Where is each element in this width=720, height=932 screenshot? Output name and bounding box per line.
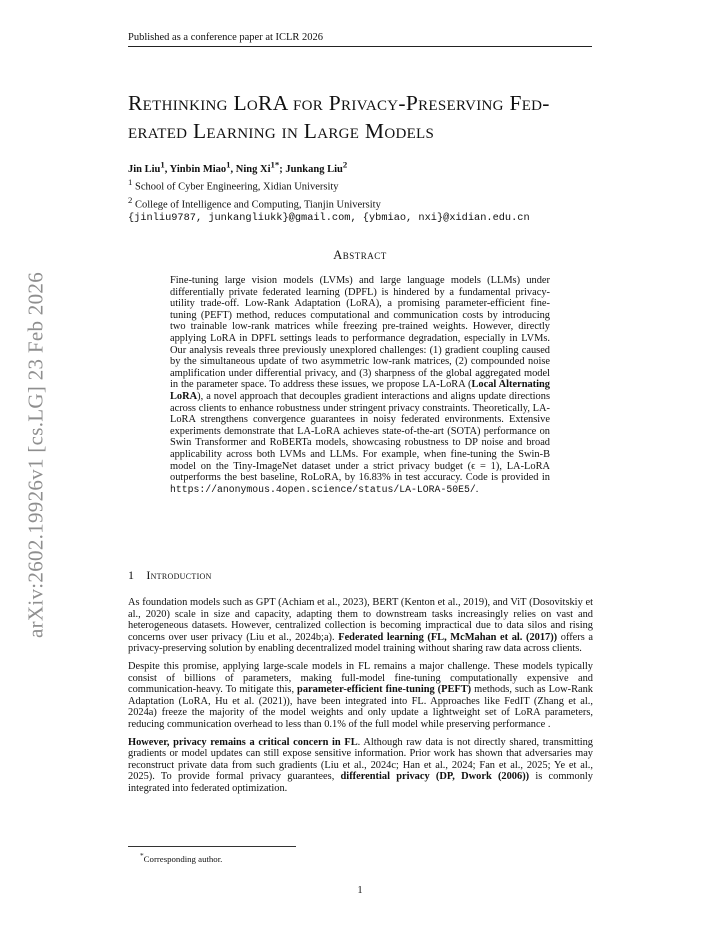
author-junkang-liu: Junkang Liu [285,163,343,175]
intro-paragraph-3: However, privacy remains a critical concern in FL. Although raw data is not directly shared, transmitting gradients or model updates can still expose sensitive information. Prior work has shown that adversaries may reconstruct private data from such gradients (Liu et al., 2024c; Han et al., 2024; Fan et al., 2025; Ye et al., 2025). To provide formal privacy guarantees, differential privacy (DP, Dwork (2006)) is commonly integrated into federated optimization. [128,736,593,794]
introduction-body [128,597,593,801]
author-block [128,158,598,225]
abstract-heading: Abstract [333,248,387,262]
author-emails: {jinliu9787, junkangliukk}@gmail.com, {ybmiao, nxi}@xidian.edu.cn [128,212,530,224]
arxiv-stamp: arXiv:2602.19926v1 [cs.LG] 23 Feb 2026 [23,271,48,639]
author-yinbin-miao: Yinbin Miao [169,163,227,175]
footnote: *Corresponding author. [140,851,223,864]
affiliation-2: $^2$ College of Intelligence and Computing, Tianjin University [128,195,381,211]
abstract-text: Fine-tuning large vision models (LVMs) and large language models (LLMs) under differentially private federated learning (DPFL) is hindered by a fundamental privacy-utility trade-off. Low-Rank Adaptation (LoRA), a promising parameter-efficient fine-tuning (PEFT) method, reduces computational and communication costs by introducing two trainable low-rank matrices while freezing pre-trained weights. However, directly applying LoRA in DPFL settings leads to performance degradation, especially in LVMs. Our analysis reveals three previously unexplored challenges: (1) gradient coupling caused by the simultaneous update of two asymmetric low-rank matrices, (2) compounded noise amplification under differential privacy, and (3) sharpness of the global aggregated model in the parameter space. To address these issues, we propose LA-LoRA (Local Alternating LoRA), a novel approach that decouples gradient interactions and aligns update directions across clients to enhance robustness under stringent privacy constraints. Theoretically, LA-LoRA strengthens convergence guarantees in noisy federated environments. Extensive experiments demonstrate that LA-LoRA achieves state-of-the-art (SOTA) performance on Swin Transformer and RoBERTa models, showcasing robustness to DP noise and broad applicability across both LVMs and LLMs. For example, when fine-tuning the Swin-B model on the Tiny-ImageNet dataset under a strict privacy budget (ϵ = 1), LA-LoRA outperforms the best baseline, RoLoRA, by 16.83% in test accuracy. Code is provided in https://anonymous.4open.science/status/LA-LORA-50E5/. [170,275,550,495]
intro-paragraph-2: Despite this promise, applying large-scale models in FL remains a major challenge. These models typically consist of billions of parameters, making full-model fine-tuning computationally expensive and communication-heavy. To mitigate this, parameter-efficient fine-tuning (PEFT) methods, such as Low-Rank Adaptation (LoRA, Hu et al. (2021)), have been integrated into FL. Approaches like FedIT (Zhang et al., 2024a) freeze the majority of the model weights and only update a lightweight set of LoRA parameters, reducing communication overhead to less than 0.1% of the full model while preserving performance . [128,660,594,730]
footnote-rule [128,846,296,847]
author-names: Jin Liu$^1$, Yinbin Miao$^1$, Ning $Xi^{1*}$; Junkang Liu$^2$ [128,159,348,175]
affiliation-1: $^1$ School of Cyber Engineering, Xidian University [128,177,339,193]
page-number: 1 [357,885,363,896]
intro-paragraph-1: As foundation models such as GPT (Achiam et al., 2023), BERT (Kenton et al., 2019), and ViT (Dosovitskiy et al., 2020) scale in size and capacity, adapting them to downstream tasks increasingly relies on vast and heterogeneous datasets. However, centralized collection is becoming impractical due to data silos and rising concerns over user privacy (Liu et al., 2024b;a). Federated learning (FL, McMahan et al. (2017)) offers a privacy-preserving solution by enabling decentralized model training without sharing raw data across clients. [128,597,593,655]
author-ning-xi: Ning Xi [235,163,271,175]
code-link[interactable]: https://anonymous.4open.science/status/LA-LORA-50E5/ [170,483,476,495]
paper-title: Rethinking LoRA for Privacy-Preserving Fed-erated Learning in Large Models [128,91,550,143]
section-heading-introduction: 1 Introduction [128,568,212,582]
author-jin-liu: Jin Liu [128,163,161,175]
running-header: Published as a conference paper at ICLR 2026 [128,32,592,47]
